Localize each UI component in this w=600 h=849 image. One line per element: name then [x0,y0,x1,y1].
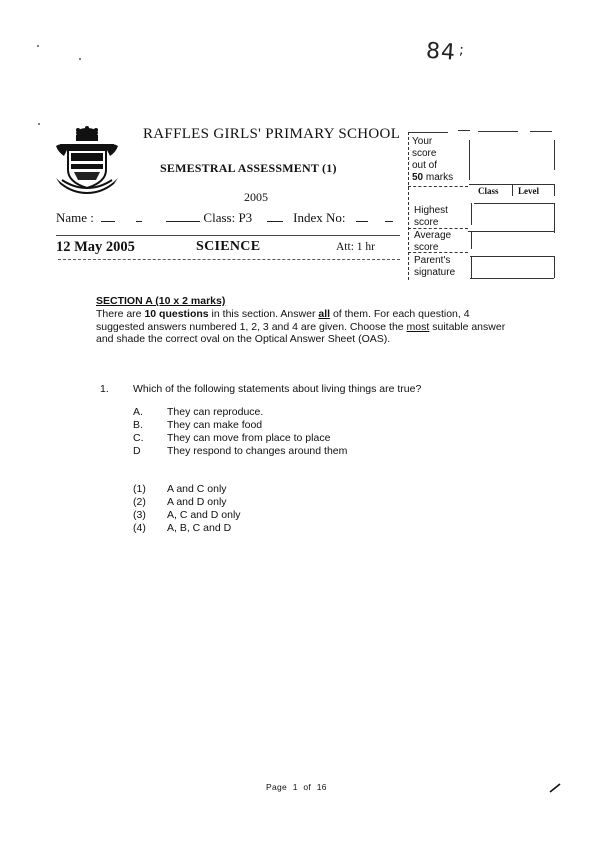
your-score-label: Your score out of 50 marks [412,136,454,183]
section-instructions: There are 10 questions in this section. Answer all of them. For each question, 4 suggested answers numbered 1, 2, 3 and 4 are given. Choose the most suitable answer and shade the correct oval on the Optical Answer Sheet (OAS). [96,308,506,346]
statement-letter: C. [133,432,144,444]
scan-speck [79,58,81,60]
scan-speck [37,45,39,47]
answer-option-text: A, B, C and D [167,522,232,534]
exam-date: 12 May 2005 [56,239,135,255]
name-label: Name : [56,210,94,225]
name-field-2[interactable] [136,211,142,222]
header-rule-bottom [58,259,400,260]
answer-option-text: A and C only [167,483,227,495]
answer-option-number: (4) [133,522,146,534]
statement-letter: A. [133,406,143,418]
answer-option-number: (1) [133,483,146,495]
question-number: 1. [100,383,109,395]
score-box [408,128,556,280]
school-name: RAFFLES GIRLS' PRIMARY SCHOOL [143,126,401,142]
school-crest-icon [54,126,120,194]
assessment-year: 2005 [244,190,268,204]
answer-option-text: A and D only [167,496,227,508]
assessment-title: SEMESTRAL ASSESSMENT (1) [160,161,337,175]
section-title: SECTION A (10 x 2 marks) [96,295,226,307]
average-score-label: Average score [414,230,452,253]
statement-letter: B. [133,419,143,431]
handwritten-score: 84 ; [425,38,466,66]
pen-mark-icon [548,782,562,794]
exam-subject: SCIENCE [196,239,261,254]
statement-text: They respond to changes around them [167,445,348,457]
index-field[interactable] [356,211,368,222]
answer-option-number: (3) [133,509,146,521]
class-label: Class: P3 [203,210,253,225]
header-rule-top [56,235,400,236]
page-number: Page 1 of 16 [266,782,327,792]
statement-text: They can make food [167,419,263,431]
student-info-row [56,210,393,226]
index-label: Index No: [293,210,346,225]
question-text: Which of the following statements about living things are true? [133,383,422,395]
index-field-2[interactable] [385,211,393,222]
statement-text: They can move from place to place [167,432,331,444]
answer-option-text: A, C and D only [167,509,241,521]
statement-text: They can reproduce. [167,406,264,418]
class-column-header: Class [478,186,499,196]
name-field-3[interactable] [166,211,200,222]
name-field[interactable] [101,211,115,222]
exam-duration: Att: 1 hr [336,241,375,253]
highest-score-label: Highest score [414,205,448,228]
class-field[interactable] [267,211,283,222]
statement-letter: D [133,445,141,457]
scan-speck [38,123,40,125]
level-column-header: Level [518,186,539,196]
answer-option-number: (2) [133,496,146,508]
parent-signature-label: Parent's signature [414,255,456,278]
